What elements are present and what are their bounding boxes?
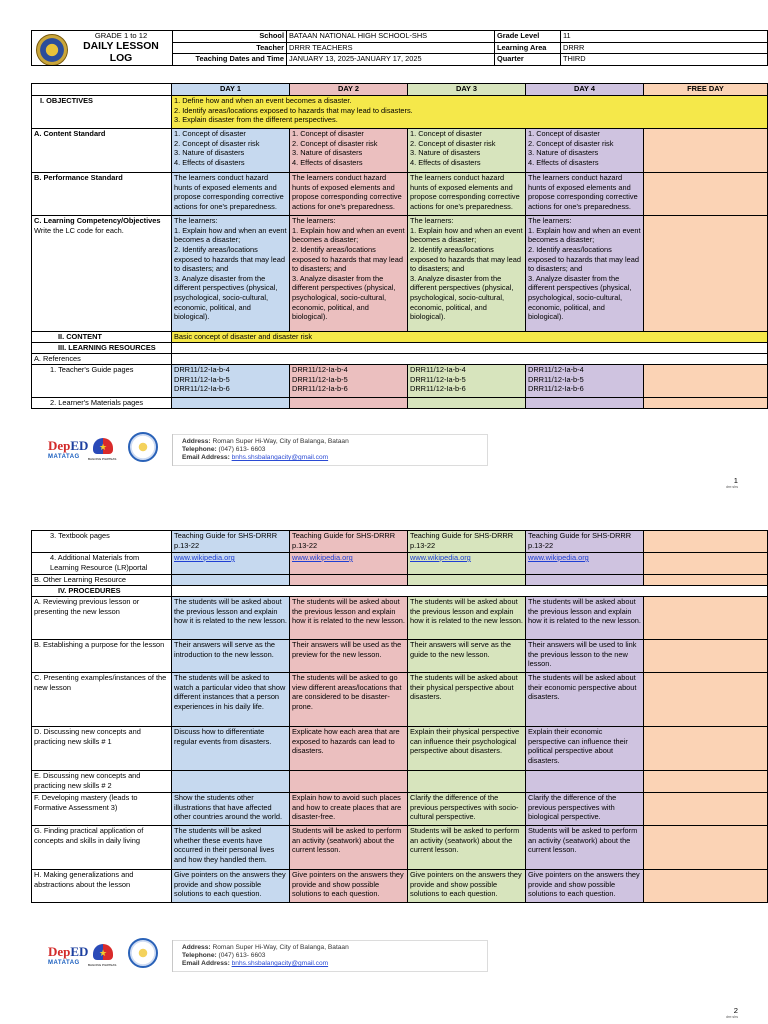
textbook-free-day: [644, 531, 768, 553]
page-tag: drrr.shs: [726, 1015, 738, 1019]
procedure-day-3: Give pointers on the answers they provide and show possible solutions to each question.: [408, 870, 526, 903]
cs-item: 3. Nature of disasters: [528, 148, 599, 158]
competency-day-1: [172, 216, 290, 332]
content-standard-free-day: [644, 129, 768, 173]
cs-item: 2. Concept of disaster risk: [174, 138, 260, 148]
cs-item: 3. Nature of disasters: [410, 148, 481, 158]
competency-item: 1. Explain how and when an event becomes a disaster;: [528, 225, 641, 245]
address-value: Roman Super Hi-Way, City of Balanga, Bataan: [212, 438, 349, 445]
school-seal-icon: [128, 938, 158, 968]
matatag-logo: MATATAG: [48, 960, 80, 966]
competency-item: 3. Analyze disaster from the different perspectives (physical, psychological, socio-cultural, economic, political, and biological).: [528, 273, 632, 322]
additional-materials-label: 4. Additional Materials from Learning Resource (LR)portal: [32, 553, 172, 575]
procedure-label: C. Presenting examples/instances of the new lesson: [32, 673, 172, 727]
procedure-free-day: [644, 870, 768, 903]
bagong-pilipinas-logo-icon: [90, 942, 116, 968]
address-value: Roman Super Hi-Way, City of Balanga, Bataan: [212, 944, 349, 951]
procedure-day-3: Clarify the difference of the previous perspectives with socio-cultural perspective.: [408, 793, 526, 826]
procedure-day-1: [172, 771, 290, 793]
page-tag: drrr.shs: [726, 485, 738, 489]
deped-logo-prefix: Dep: [48, 438, 71, 453]
competency-item: The learners:: [410, 216, 454, 225]
day-3-header: DAY 3: [408, 84, 526, 96]
learners-materials-day-2: [290, 398, 408, 409]
procedures-blank: [172, 586, 768, 597]
competency-item: 2. Identify areas/locations exposed to hazards that may lead to disasters; and: [410, 244, 521, 274]
bagong-pilipinas-caption: BAGONG PILIPINAS: [88, 963, 117, 967]
email-link[interactable]: bnhs.shsbalangacity@gmail.com: [231, 960, 329, 967]
competency-item: The learners:: [174, 216, 218, 225]
page-number-2: [726, 1006, 738, 1019]
cs-item: 4. Effects of disasters: [292, 157, 363, 167]
other-resource-day-2: [290, 575, 408, 586]
competency-label-cell: [32, 216, 172, 332]
additional-day-4: [526, 553, 644, 575]
references-label: A. References: [32, 354, 172, 365]
content-label: II. CONTENT: [32, 332, 172, 343]
procedure-day-4: The students will be asked about the previous lesson and explain how it is related to the new lesson.: [526, 597, 644, 640]
daily-lesson-title: DAILY LESSON: [83, 41, 159, 52]
learners-materials-day-1: [172, 398, 290, 409]
procedure-day-1: The students will be asked about the previous lesson and explain how it is related to the new lesson.: [172, 597, 290, 640]
procedure-day-2: Explain how to avoid such places and how to create places that are disaster-free.: [290, 793, 408, 826]
matatag-logo: MATATAG: [48, 454, 80, 460]
learners-materials-day-3: [408, 398, 526, 409]
lesson-table-page-2: [31, 530, 768, 903]
free-day-header: FREE DAY: [644, 84, 768, 96]
procedure-free-day: [644, 793, 768, 826]
procedure-day-2: Students will be asked to perform an activity (seatwork) about the current lesson.: [290, 826, 408, 870]
procedure-day-4: Their answers will be used to link the previous lesson to the new lesson.: [526, 640, 644, 673]
teacher-label: Teacher: [173, 42, 287, 54]
competency-item: 3. Analyze disaster from the different perspectives (physical, psychological, socio-cultural, economic, political, and biological).: [174, 273, 278, 322]
star-icon: ★: [99, 442, 108, 452]
footer-page-2: [48, 938, 488, 978]
other-resource-day-1: [172, 575, 290, 586]
cs-item: 4. Effects of disasters: [174, 157, 245, 167]
cs-item: 3. Nature of disasters: [174, 148, 245, 158]
performance-standard-day-2: The learners conduct hazard hunts of exposed elements and propose corresponding corrective actions for one's preparedness.: [290, 173, 408, 216]
procedure-day-2: Explicate how each area that are exposed to hazards can lead to disasters.: [290, 727, 408, 771]
procedure-day-3: Students will be asked to perform an activity (seatwork) about the current lesson.: [408, 826, 526, 870]
procedure-day-4: Give pointers on the answers they provide and show possible solutions to each question.: [526, 870, 644, 903]
day-header-empty: [32, 84, 172, 96]
tg-code: DRR11/12-Ia-b-4: [410, 365, 466, 374]
footer-divider: [172, 940, 173, 972]
footer-page-1: [48, 432, 488, 472]
procedure-free-day: [644, 597, 768, 640]
textbook-day-1: Teaching Guide for SHS-DRRR p.13-22: [172, 531, 290, 553]
tg-code: DRR11/12-Ia-b-5: [528, 374, 584, 384]
deped-logo-prefix: Dep: [48, 944, 71, 959]
procedure-day-3: Explain their physical perspective can influence their psychological perspective about disasters.: [408, 727, 526, 771]
procedure-day-1: Their answers will serve as the introduction to the new lesson.: [172, 640, 290, 673]
competency-item: 2. Identify areas/locations exposed to hazards that may lead to disasters; and: [174, 244, 285, 274]
cs-item: 1. Concept of disaster: [292, 129, 364, 138]
quarter-value: THIRD: [561, 54, 768, 66]
procedure-day-3: [408, 771, 526, 793]
procedure-label: B. Establishing a purpose for the lesson: [32, 640, 172, 673]
tg-code: DRR11/12-Ia-b-6: [292, 384, 348, 394]
additional-day-2: [290, 553, 408, 575]
references-blank: [172, 354, 768, 365]
address-block: [182, 944, 349, 968]
teachers-guide-day-2: [290, 365, 408, 398]
objectives-label: I. OBJECTIVES: [32, 96, 172, 129]
objective-item: 1. Define how and when an event becomes a disaster.: [174, 96, 352, 105]
procedure-day-2: [290, 771, 408, 793]
page-number-value: 2: [733, 1006, 738, 1015]
other-resource-day-3: [408, 575, 526, 586]
additional-free-day: [644, 553, 768, 575]
additional-day-1: [172, 553, 290, 575]
cs-item: 4. Effects of disasters: [528, 157, 599, 167]
procedure-day-3: The students will be asked about the previous lesson and explain how it is related to the new lesson.: [408, 597, 526, 640]
day-1-header: DAY 1: [172, 84, 290, 96]
wikipedia-link[interactable]: www.wikipedia.org: [410, 553, 471, 562]
procedure-day-1: Give pointers on the answers they provide and show possible solutions to each question.: [172, 870, 290, 903]
address-label: Address:: [182, 438, 211, 445]
textbook-label: 3. Textbook pages: [32, 531, 172, 553]
procedure-day-3: The students will be asked about their physical perspective about disasters.: [408, 673, 526, 727]
page-2: [0, 512, 768, 1024]
wikipedia-link[interactable]: www.wikipedia.org: [174, 553, 235, 562]
lesson-table-page-1: [31, 83, 768, 409]
procedure-day-2: Give pointers on the answers they provide and show possible solutions to each question.: [290, 870, 408, 903]
header-title-cell: [32, 31, 173, 66]
dates-value: JANUARY 13, 2025-JANUARY 17, 2025: [287, 54, 495, 66]
competency-item: 3. Analyze disaster from the different perspectives (physical, psychological, socio-cultural, economic, political, and biological).: [410, 273, 514, 322]
competency-item: The learners:: [528, 216, 572, 225]
procedure-free-day: [644, 826, 768, 870]
textbook-day-2: Teaching Guide for SHS-DRRR p.13-22: [290, 531, 408, 553]
cs-item: 4. Effects of disasters: [410, 157, 481, 167]
procedure-label: E. Discussing new concepts and practicing new skills # 2: [32, 771, 172, 793]
competency-item: 1. Explain how and when an event becomes a disaster;: [410, 225, 523, 245]
performance-standard-day-3: The learners conduct hazard hunts of exposed elements and propose corresponding corrective actions for one's preparedness.: [408, 173, 526, 216]
competency-item: 3. Analyze disaster from the different perspectives (physical, psychological, socio-cultural, economic, political, and biological).: [292, 273, 396, 322]
additional-day-3: [408, 553, 526, 575]
school-seal-icon: [128, 432, 158, 462]
learners-materials-day-4: [526, 398, 644, 409]
other-resource-label: B. Other Learning Resource: [32, 575, 172, 586]
header-table: [31, 30, 768, 66]
other-resource-free-day: [644, 575, 768, 586]
teachers-guide-free-day: [644, 365, 768, 398]
school-value: BATAAN NATIONAL HIGH SCHOOL-SHS: [287, 31, 495, 43]
tg-code: DRR11/12-Ia-b-5: [292, 374, 348, 384]
email-label: Email Address:: [182, 960, 230, 967]
competency-item: 2. Identify areas/locations exposed to hazards that may lead to disasters; and: [528, 244, 639, 274]
content-value: Basic concept of disaster and disaster risk: [172, 332, 768, 343]
competency-day-2: [290, 216, 408, 332]
grade-range: GRADE 1 to 12: [94, 31, 148, 40]
day-2-header: DAY 2: [290, 84, 408, 96]
telephone-label: Telephone:: [182, 446, 217, 453]
objective-item: 3. Explain disaster from the different perspectives.: [174, 115, 338, 125]
teachers-guide-day-1: [172, 365, 290, 398]
tg-code: DRR11/12-Ia-b-6: [174, 384, 230, 394]
content-standard-day-4: [526, 129, 644, 173]
bagong-pilipinas-logo-icon: [90, 436, 116, 462]
learning-area-label: Learning Area: [495, 42, 561, 54]
deped-seal-icon: [36, 34, 68, 66]
procedure-free-day: [644, 727, 768, 771]
procedure-free-day: [644, 771, 768, 793]
learning-resources-label: III. LEARNING RESOURCES: [32, 343, 172, 354]
tg-code: DRR11/12-Ia-b-5: [410, 374, 466, 384]
procedure-day-3: Their answers will serve as the guide to the new lesson.: [408, 640, 526, 673]
procedure-day-4: [526, 771, 644, 793]
competency-day-4: [526, 216, 644, 332]
telephone-value: (047) 613- 6603: [218, 446, 266, 453]
procedure-free-day: [644, 640, 768, 673]
performance-standard-label: B. Performance Standard: [32, 173, 172, 216]
objective-item: 2. Identify areas/locations exposed to hazards that may lead to disasters.: [174, 105, 413, 115]
tg-code: DRR11/12-Ia-b-5: [174, 374, 230, 384]
procedure-day-4: The students will be asked about their economic perspective about disasters.: [526, 673, 644, 727]
performance-standard-day-1: The learners conduct hazard hunts of exposed elements and propose corresponding corrective actions for one's preparedness.: [172, 173, 290, 216]
cs-item: 2. Concept of disaster risk: [528, 138, 614, 148]
email-label: Email Address:: [182, 454, 230, 461]
learning-resources-blank: [172, 343, 768, 354]
day-4-header: DAY 4: [526, 84, 644, 96]
content-standard-day-3: [408, 129, 526, 173]
deped-logo: [48, 944, 88, 960]
procedure-day-2: Their answers will be used as the preview for the new lesson.: [290, 640, 408, 673]
procedure-label: D. Discussing new concepts and practicing new skills # 1: [32, 727, 172, 771]
learners-materials-free-day: [644, 398, 768, 409]
competency-label: C. Learning Competency/Objectives: [34, 216, 161, 225]
other-resource-day-4: [526, 575, 644, 586]
school-label: School: [173, 31, 287, 43]
deped-logo: [48, 438, 88, 454]
competency-free-day: [644, 216, 768, 332]
teachers-guide-day-3: [408, 365, 526, 398]
procedure-label: G. Finding practical application of concepts and skills in daily living: [32, 826, 172, 870]
email-link[interactable]: bnhs.shsbalangacity@gmail.com: [231, 454, 329, 461]
teachers-guide-day-4: [526, 365, 644, 398]
textbook-day-4: Teaching Guide for SHS-DRRR p.13-22: [526, 531, 644, 553]
procedure-day-1: Show the students other illustrations that have affected other countries around the world.: [172, 793, 290, 826]
page-number-1: [726, 476, 738, 489]
bagong-pilipinas-caption: BAGONG PILIPINAS: [88, 457, 117, 461]
address-block: [182, 438, 349, 462]
cs-item: 1. Concept of disaster: [528, 129, 600, 138]
tg-code: DRR11/12-Ia-b-4: [174, 365, 230, 374]
competency-sublabel: Write the LC code for each.: [34, 225, 124, 235]
address-label: Address:: [182, 944, 211, 951]
competency-item: The learners:: [292, 216, 336, 225]
star-icon: ★: [99, 948, 108, 958]
deped-logo-suffix: ED: [70, 944, 89, 959]
cs-item: 2. Concept of disaster risk: [410, 138, 496, 148]
learning-area-value: DRRR: [561, 42, 768, 54]
procedure-free-day: [644, 673, 768, 727]
objectives-cell: [172, 96, 768, 129]
teachers-guide-label: 1. Teacher's Guide pages: [32, 365, 172, 398]
content-standard-day-1: [172, 129, 290, 173]
procedure-label: A. Reviewing previous lesson or presenting the new lesson: [32, 597, 172, 640]
grade-level-value: 11: [561, 31, 768, 43]
procedure-day-1: The students will be asked whether these events have occurred in their personal lives and how they handled them.: [172, 826, 290, 870]
procedure-label: F. Developing mastery (leads to Formative Assessment 3): [32, 793, 172, 826]
performance-standard-day-4: The learners conduct hazard hunts of exposed elements and propose corresponding corrective actions for one's preparedness.: [526, 173, 644, 216]
procedure-day-4: Students will be asked to perform an activity (seatwork) about the current lesson.: [526, 826, 644, 870]
cs-item: 2. Concept of disaster risk: [292, 138, 378, 148]
performance-standard-free-day: [644, 173, 768, 216]
tg-code: DRR11/12-Ia-b-4: [528, 365, 584, 374]
cs-item: 1. Concept of disaster: [174, 129, 246, 138]
telephone-value: (047) 613- 6603: [218, 952, 266, 959]
competency-day-3: [408, 216, 526, 332]
content-standard-day-2: [290, 129, 408, 173]
wikipedia-link[interactable]: www.wikipedia.org: [292, 553, 353, 562]
competency-item: 2. Identify areas/locations exposed to hazards that may lead to disasters; and: [292, 244, 403, 274]
learners-materials-label: 2. Learner's Materials pages: [32, 398, 172, 409]
wikipedia-link[interactable]: www.wikipedia.org: [528, 553, 589, 562]
procedures-label: IV. PROCEDURES: [32, 586, 172, 597]
procedure-day-2: The students will be asked to go view different areas/locations that are considered to be disaster-prone.: [290, 673, 408, 727]
teacher-value: DRRR TEACHERS: [287, 42, 495, 54]
procedure-day-1: The students will be asked to watch a particular video that show different instances that a person experiences in his daily life.: [172, 673, 290, 727]
procedure-day-1: Discuss how to differentiate regular events from disasters.: [172, 727, 290, 771]
procedure-label: H. Making generalizations and abstractions about the lesson: [32, 870, 172, 903]
dates-label: Teaching Dates and Time: [173, 54, 287, 66]
log-title: LOG: [109, 53, 133, 64]
tg-code: DRR11/12-Ia-b-4: [292, 365, 348, 374]
competency-item: 1. Explain how and when an event becomes a disaster;: [292, 225, 405, 245]
quarter-label: Quarter: [495, 54, 561, 66]
tg-code: DRR11/12-Ia-b-6: [528, 384, 584, 394]
page-number-value: 1: [733, 476, 738, 485]
content-standard-label: A. Content Standard: [32, 129, 172, 173]
tg-code: DRR11/12-Ia-b-6: [410, 384, 466, 394]
textbook-day-3: Teaching Guide for SHS-DRRR p.13-22: [408, 531, 526, 553]
procedure-day-4: Clarify the difference of the previous perspectives with biological perspective.: [526, 793, 644, 826]
footer-divider: [172, 434, 173, 466]
grade-level-label: Grade Level: [495, 31, 561, 43]
telephone-label: Telephone:: [182, 952, 217, 959]
cs-item: 1. Concept of disaster: [410, 129, 482, 138]
procedure-day-4: Explain their economic perspective can influence their political perspective about disasters.: [526, 727, 644, 771]
deped-logo-suffix: ED: [70, 438, 89, 453]
competency-item: 1. Explain how and when an event becomes a disaster;: [174, 225, 287, 245]
procedure-day-2: The students will be asked about the previous lesson and explain how it is related to the new lesson.: [290, 597, 408, 640]
cs-item: 3. Nature of disasters: [292, 148, 363, 158]
